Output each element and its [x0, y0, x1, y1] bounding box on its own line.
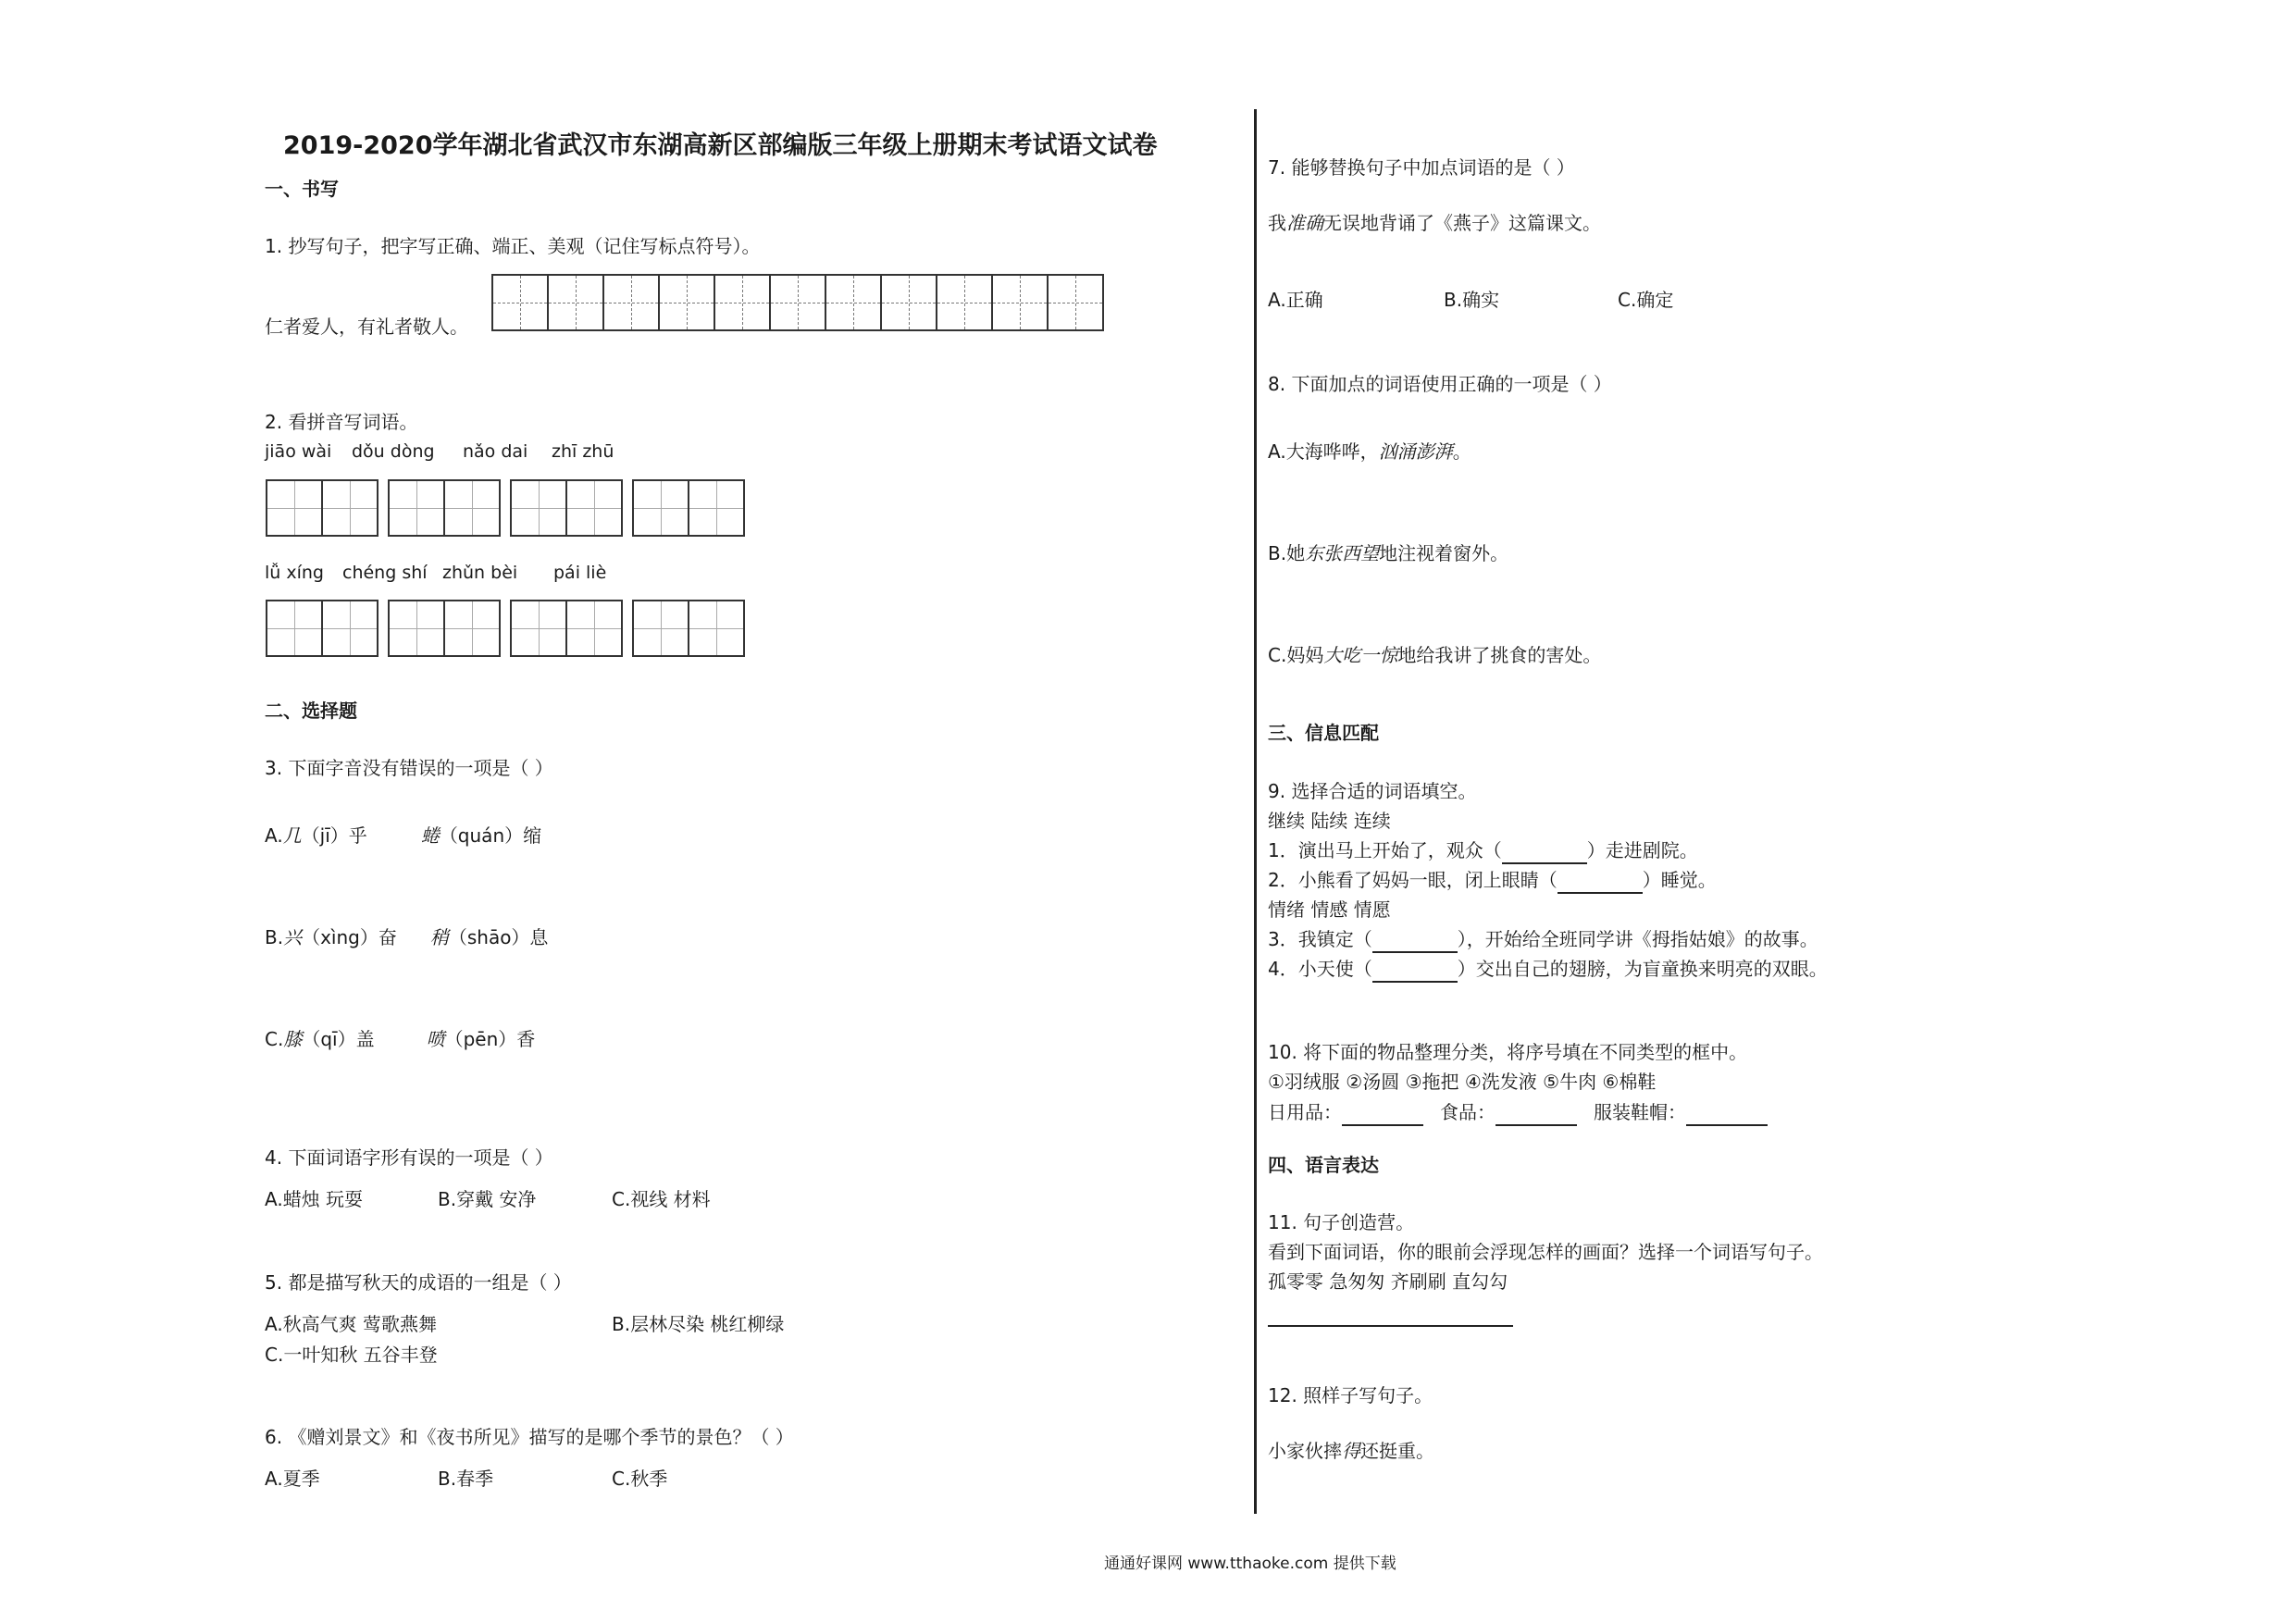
question-7-sentence: 我准确无误地背诵了《燕子》这篇课文。 [1268, 212, 1601, 234]
q6-option-c[interactable]: C.秋季 [612, 1468, 668, 1490]
tianzige-group-7[interactable] [510, 600, 623, 657]
grid-cell[interactable] [493, 276, 549, 329]
pinyin-5: lǚ xíng [265, 563, 324, 583]
tianzige-group-6[interactable] [388, 600, 501, 657]
pinyin-2: dǒu dòng [352, 441, 435, 462]
q9-line-3: 3．我镇定（ ），开始给全班同学讲《拇指姑娘》的故事。 [1268, 927, 1818, 953]
q3-option-b[interactable]: B.兴（xìng）奋 稍（shāo）息 [265, 926, 549, 948]
q9-line-1: 1．演出马上开始了，观众（ ）走进剧院。 [1268, 838, 1698, 864]
grid-cell[interactable] [771, 276, 826, 329]
q4-option-a[interactable]: A.蜡烛 玩耍 [265, 1188, 364, 1210]
q4-option-c[interactable]: C.视线 材料 [612, 1188, 711, 1210]
q8-option-a[interactable]: A.大海哗哗，汹涌澎湃。 [1268, 440, 1471, 463]
q8-option-c[interactable]: C.妈妈大吃一惊地给我讲了挑食的害处。 [1268, 644, 1602, 666]
answer-blank[interactable] [1686, 1100, 1768, 1126]
q5-option-c[interactable]: C.一叶知秋 五谷丰登 [265, 1344, 438, 1366]
grid-cell[interactable] [993, 276, 1049, 329]
q7-option-b[interactable]: B.确实 [1444, 289, 1500, 311]
grid-cell[interactable] [715, 276, 771, 329]
pinyin-1: jiāo wài [265, 441, 332, 462]
q10-categories: 日用品： 食品： 服装鞋帽： [1268, 1100, 1768, 1126]
q9-word-bank-2: 情绪 情感 情愿 [1268, 898, 1391, 921]
grid-cell[interactable] [826, 276, 882, 329]
tianzige-group-4[interactable] [632, 479, 745, 537]
q9-word-bank-1: 继续 陆续 连续 [1268, 810, 1391, 832]
question-12-stem: 12. 照样子写句子。 [1268, 1384, 1433, 1406]
answer-blank[interactable] [1502, 838, 1587, 864]
answer-blank[interactable] [1496, 1100, 1577, 1126]
q4-option-b[interactable]: B.穿戴 安净 [438, 1188, 537, 1210]
grid-cell[interactable] [660, 276, 715, 329]
question-1-sentence: 仁者爱人，有礼者敬人。 [265, 316, 468, 338]
q3-option-a[interactable]: A.几（jī）乎 蜷（quán）缩 [265, 824, 542, 847]
question-11-stem: 11. 句子创造营。 [1268, 1211, 1415, 1233]
q10-items: ①羽绒服 ②汤圆 ③拖把 ④洗发液 ⑤牛肉 ⑥棉鞋 [1268, 1071, 1657, 1093]
column-divider [1254, 109, 1257, 1514]
question-5-stem: 5. 都是描写秋天的成语的一组是（ ） [265, 1271, 572, 1294]
question-12-example: 小家伙摔得还挺重。 [1268, 1440, 1434, 1462]
pinyin-4: zhī zhū [552, 441, 614, 462]
q9-line-2: 2．小熊看了妈妈一眼，闭上眼睛（ ）睡觉。 [1268, 868, 1717, 894]
grid-cell[interactable] [882, 276, 937, 329]
pinyin-7: zhǔn bèi [442, 563, 518, 583]
answer-blank[interactable] [1372, 927, 1458, 953]
question-1-stem: 1. 抄写句子，把字写正确、端正、美观（记住写标点符号）。 [265, 235, 761, 257]
question-8-stem: 8. 下面加点的词语使用正确的一项是（ ） [1268, 373, 1612, 395]
question-6-stem: 6. 《赠刘景文》和《夜书所见》描写的是哪个季节的景色？（ ） [265, 1426, 794, 1448]
answer-blank[interactable] [1342, 1100, 1423, 1126]
q3-option-c[interactable]: C.膝（qī）盖 喷（pēn）香 [265, 1028, 536, 1050]
q7-option-a[interactable]: A.正确 [1268, 289, 1323, 311]
copy-writing-grid[interactable] [491, 274, 1104, 331]
section-heading-matching: 三、信息匹配 [1268, 722, 1379, 744]
question-7-stem: 7. 能够替换句子中加点词语的是（ ） [1268, 156, 1575, 179]
section-heading-choice: 二、选择题 [265, 700, 357, 722]
q5-option-a[interactable]: A.秋高气爽 莺歌燕舞 [265, 1313, 438, 1335]
tianzige-group-1[interactable] [266, 479, 379, 537]
tianzige-group-5[interactable] [266, 600, 379, 657]
question-9-stem: 9. 选择合适的词语填空。 [1268, 780, 1477, 802]
tianzige-group-2[interactable] [388, 479, 501, 537]
question-11-words: 孤零零 急匆匆 齐刷刷 直勾勾 [1268, 1270, 1508, 1293]
grid-cell[interactable] [1049, 276, 1102, 329]
pinyin-8: pái liè [553, 563, 607, 583]
page-title: 2019-2020学年湖北省武汉市东湖高新区部编版三年级上册期末考试语文试卷 [283, 131, 1158, 160]
question-2-stem: 2. 看拼音写词语。 [265, 411, 418, 433]
grid-cell[interactable] [604, 276, 660, 329]
page-footer: 通通好课网 www.tthaoke.com 提供下载 [1104, 1555, 1396, 1573]
tianzige-group-3[interactable] [510, 479, 623, 537]
question-11-prompt: 看到下面词语，你的眼前会浮现怎样的画面？选择一个词语写句子。 [1268, 1241, 1823, 1263]
q6-option-a[interactable]: A.夏季 [265, 1468, 320, 1490]
grid-cell[interactable] [937, 276, 993, 329]
section-heading-expression: 四、语言表达 [1268, 1154, 1379, 1176]
q9-line-4: 4．小天使（ ）交出自己的翅膀，为盲童换来明亮的双眼。 [1268, 957, 1828, 983]
answer-blank[interactable] [1372, 957, 1458, 983]
grid-cell[interactable] [549, 276, 604, 329]
pinyin-6: chéng shí [342, 563, 428, 583]
q6-option-b[interactable]: B.春季 [438, 1468, 494, 1490]
q11-answer-line[interactable] [1268, 1325, 1513, 1327]
q8-option-b[interactable]: B.她东张西望地注视着窗外。 [1268, 542, 1509, 564]
question-4-stem: 4. 下面词语字形有误的一项是（ ） [265, 1146, 553, 1169]
pinyin-3: nǎo dai [463, 441, 528, 462]
q7-option-c[interactable]: C.确定 [1618, 289, 1674, 311]
tianzige-group-8[interactable] [632, 600, 745, 657]
q5-option-b[interactable]: B.层林尽染 桃红柳绿 [612, 1313, 785, 1335]
question-3-stem: 3. 下面字音没有错误的一项是（ ） [265, 757, 553, 779]
question-10-stem: 10. 将下面的物品整理分类，将序号填在不同类型的框中。 [1268, 1041, 1748, 1063]
section-heading-writing: 一、书写 [265, 178, 339, 200]
answer-blank[interactable] [1558, 868, 1643, 894]
